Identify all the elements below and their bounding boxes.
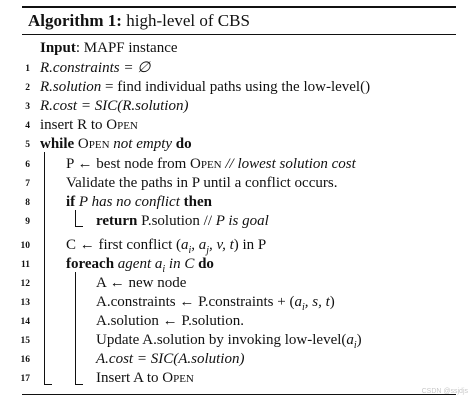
line-number: 17 bbox=[20, 374, 30, 384]
line-11: 11 foreach agent $a_i$ in C do bbox=[0, 254, 474, 274]
line-number: 5 bbox=[25, 140, 30, 150]
line-number: 9 bbox=[25, 217, 30, 227]
foreach-block-bar bbox=[75, 272, 76, 384]
algorithm-title bbox=[28, 8, 250, 34]
while-block-bar bbox=[44, 152, 45, 384]
if-block-end bbox=[75, 226, 83, 227]
line-text: A.constraints ← P.constraints + ( bbox=[96, 294, 295, 310]
line-8 bbox=[0, 192, 474, 212]
open-keyword: Open bbox=[190, 156, 222, 172]
then-keyword: then bbox=[183, 194, 212, 210]
line-9 bbox=[0, 211, 474, 231]
line-text: P.solution // bbox=[137, 213, 216, 229]
line-text: C ← first conflict ( bbox=[66, 237, 181, 253]
line-6 bbox=[0, 154, 474, 174]
line-text: Validate the paths in P until a conflict occurs. bbox=[66, 175, 338, 191]
line-number: 10 bbox=[20, 241, 30, 251]
line-number: 12 bbox=[20, 279, 30, 289]
line-text: Update A.solution by invoking low-level( bbox=[96, 332, 347, 348]
do-keyword: do bbox=[198, 256, 214, 272]
line-number: 16 bbox=[20, 355, 30, 365]
line-number: 8 bbox=[25, 198, 30, 208]
line-text: R.cost = SIC(R.solution) bbox=[40, 98, 189, 114]
line-7 bbox=[0, 173, 474, 193]
open-keyword: Open bbox=[77, 136, 110, 152]
title-rule bbox=[22, 34, 456, 35]
foreach-block-end bbox=[75, 384, 83, 385]
line-math: R.solution bbox=[40, 79, 102, 95]
line-text: P ← best node from bbox=[66, 156, 191, 172]
line-text: A.cost = SIC(A.solution) bbox=[96, 351, 245, 367]
line-4 bbox=[0, 115, 474, 135]
input-label: Input bbox=[40, 40, 76, 56]
line-comment: // lowest solution cost bbox=[221, 156, 356, 172]
line-text: insert R to bbox=[40, 117, 107, 133]
open-keyword: Open bbox=[162, 370, 194, 386]
open-keyword: Open bbox=[106, 117, 138, 133]
line-number: 13 bbox=[20, 298, 30, 308]
line-number: 6 bbox=[25, 160, 30, 170]
line-number: 11 bbox=[21, 260, 30, 270]
line-comment: P is goal bbox=[215, 213, 269, 229]
line-5 bbox=[0, 134, 474, 154]
line-12 bbox=[0, 273, 474, 293]
line-13: 13 A.constraints ← P.constraints + ($a_i$, s, t) bbox=[0, 292, 474, 312]
line-number: 7 bbox=[25, 179, 30, 189]
input-text: : MAPF instance bbox=[75, 40, 178, 56]
line-2 bbox=[0, 77, 474, 97]
line-text: Insert A to bbox=[96, 370, 163, 386]
line-text: A.solution ← P.solution. bbox=[96, 313, 244, 329]
line-14 bbox=[0, 311, 474, 331]
while-block-end bbox=[44, 384, 52, 385]
line-number: 15 bbox=[20, 336, 30, 346]
line-15: 15 Update A.solution by invoking low-$level(a_i)$ bbox=[0, 330, 474, 350]
if-block-bar bbox=[75, 210, 76, 226]
line-10: 10 C ← first conflict ($a_i$, $a_j$, v, t) in P bbox=[0, 235, 474, 255]
if-keyword: if bbox=[66, 194, 76, 210]
bottom-rule bbox=[22, 394, 456, 395]
input-line bbox=[0, 38, 474, 58]
line-number: 1 bbox=[25, 64, 30, 74]
line-text: P has no conflict bbox=[75, 194, 184, 210]
line-text: not empty bbox=[109, 136, 176, 152]
return-keyword: return bbox=[96, 213, 138, 229]
while-keyword: while bbox=[40, 136, 75, 152]
algorithm-label: Algorithm 1: bbox=[28, 11, 122, 30]
line-number: 14 bbox=[20, 317, 30, 327]
watermark: CSDN @ssjdjs bbox=[421, 388, 468, 395]
line-text: = find individual paths using the low-level() bbox=[101, 79, 371, 95]
line-number: 3 bbox=[25, 102, 30, 112]
line-3 bbox=[0, 96, 474, 116]
line-1 bbox=[0, 58, 474, 78]
do-keyword: do bbox=[175, 136, 192, 152]
line-16 bbox=[0, 349, 474, 369]
line-17 bbox=[0, 368, 474, 388]
line-number: 2 bbox=[25, 83, 30, 93]
line-text: A ← new node bbox=[96, 275, 187, 291]
line-text: R.constraints = ∅ bbox=[40, 60, 151, 76]
line-number: 4 bbox=[25, 121, 30, 131]
algorithm-name: high-level of CBS bbox=[126, 11, 250, 30]
foreach-keyword: foreach bbox=[66, 256, 115, 272]
